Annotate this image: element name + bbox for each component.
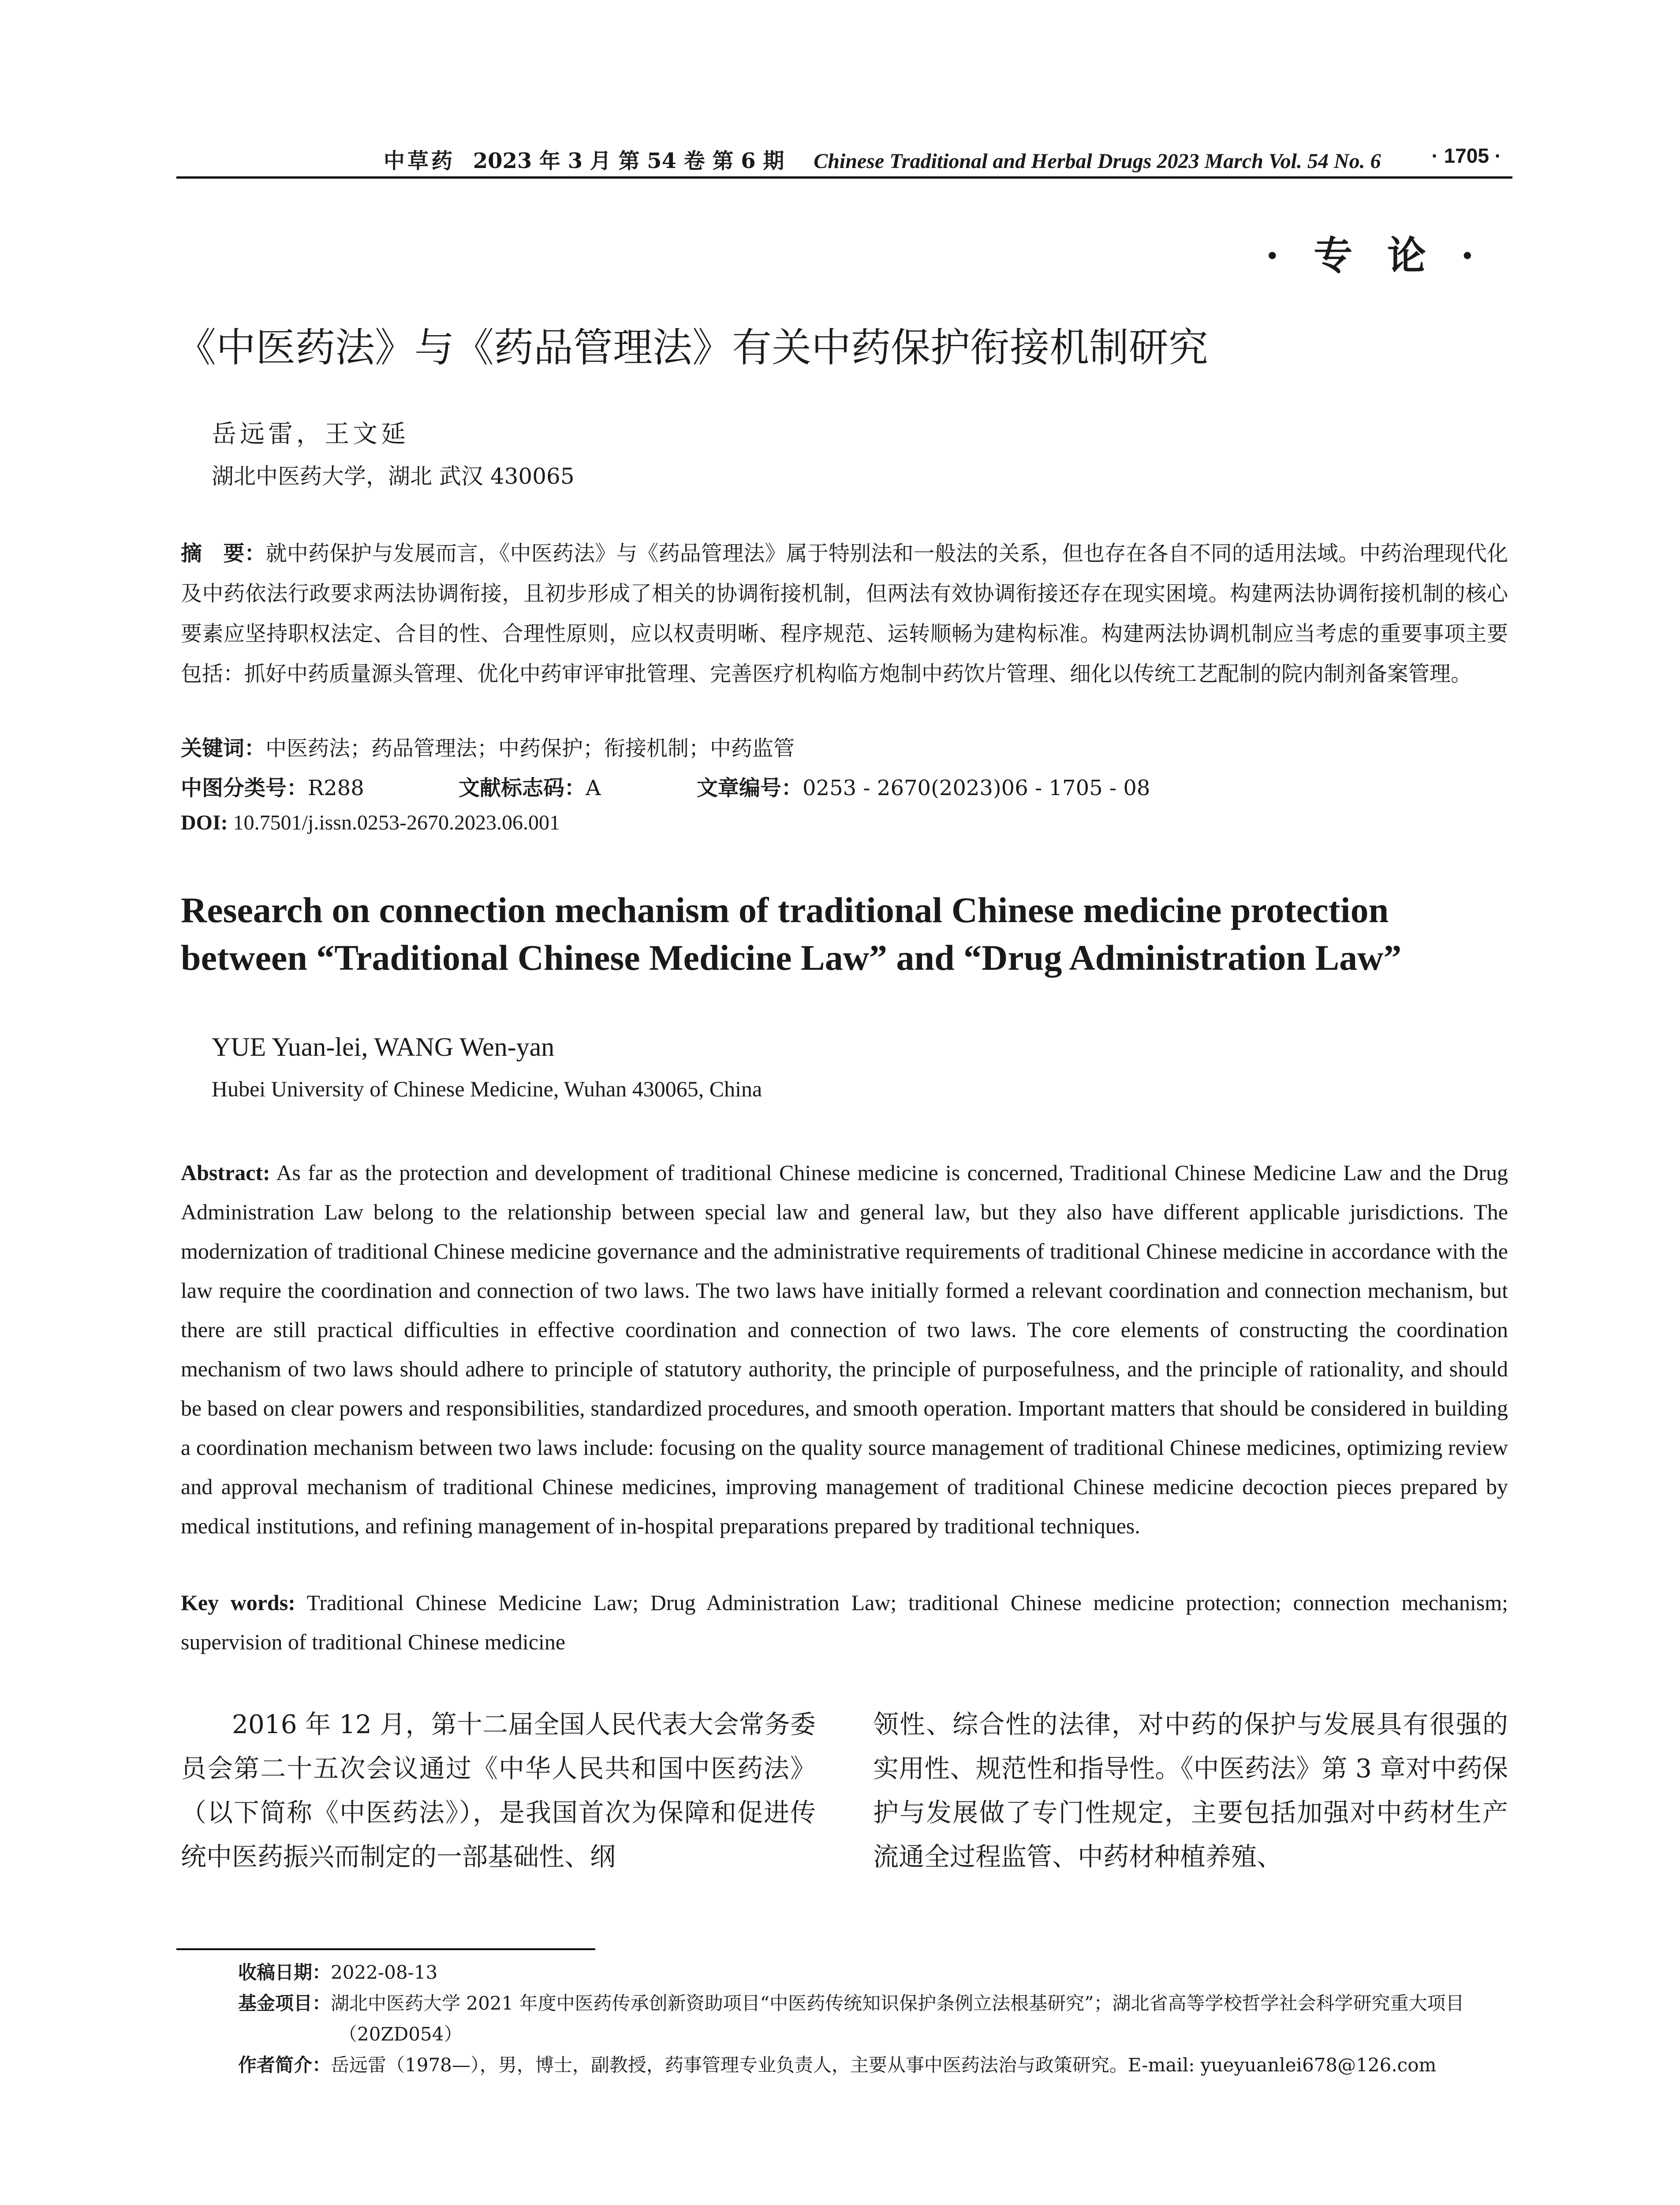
keywords-cn-label: 关键词：	[181, 736, 266, 761]
article-title-cn: 《中医药法》与《药品管理法》有关中药保护衔接机制研究	[176, 325, 1208, 371]
doi-link[interactable]: 10.7501/j.issn.0253-2670.2023.06.001	[233, 811, 560, 834]
abstract-cn-label: 摘 要：	[181, 541, 266, 566]
keywords-cn-text: 中医药法；药品管理法；中药保护；衔接机制；中药监管	[265, 736, 795, 761]
keywords-cn	[181, 731, 795, 762]
abstract-en	[181, 1153, 1508, 1546]
issue-info-cn: 2023 年 3 月 第 54 卷 第 6 期	[473, 149, 784, 173]
affiliation-en: Hubei University of Chinese Medicine, Wuhan 430065, China	[212, 1076, 762, 1101]
body-paragraph: 2016 年 12 月，第十二届全国人民代表大会常务委员会第二十五次会议通过《中华人民共和国中医药法》（以下简称《中医药法》），是我国首次为保障和促进传统中医药振兴而制定的一部基础性、纲	[181, 1709, 816, 1872]
journal-citation	[384, 144, 1381, 174]
article-title-en	[181, 886, 1508, 982]
authors-cn: 岳远雷，王文延	[212, 420, 409, 448]
body-column-right	[873, 1702, 1508, 1879]
article-number-field: 文章编号：0253 - 2670(2023)06 - 1705 - 08	[697, 776, 1150, 800]
footnote-funding: 基金项目：湖北中医药大学 2021 年度中医药传承创新资助项目“中医药传统知识保护条例立法根基研究”；湖北省高等学校哲学社会科学研究重大项目（20ZD054）	[238, 1992, 1464, 2045]
running-header	[176, 144, 1512, 176]
body-paragraph-continued: 领性、综合性的法律，对中药的保护与发展具有很强的实用性、规范性和指导性。《中医药法》第 3 章对中药保护与发展做了专门性规定，主要包括加强对中药材生产流通全过程监管、中药材种植养殖、	[873, 1709, 1508, 1872]
journal-name-cn: 中草药	[384, 149, 455, 173]
journal-citation-en: Chinese Traditional and Herbal Drugs 2023 March Vol. 54 No. 6	[814, 149, 1381, 173]
title-en-line-1: Research on connection mechanism of traditional Chinese medicine protection	[181, 890, 1389, 930]
clc-field: 中图分类号：R288	[181, 776, 364, 800]
keywords-en-label: Key words:	[181, 1590, 295, 1615]
page-number: · 1705 ·	[1431, 144, 1501, 167]
document-code-field: 文献标志码：A	[459, 776, 601, 800]
classification-line	[181, 771, 1512, 802]
abstract-cn	[181, 534, 1508, 694]
body-column-left	[181, 1702, 816, 1879]
column-tag: · 专 论 ·	[1266, 232, 1485, 278]
doi-label: DOI:	[181, 811, 228, 834]
authors-en: YUE Yuan-lei, WANG Wen-yan	[212, 1032, 555, 1061]
keywords-en-text: Traditional Chinese Medicine Law; Drug Administration Law; traditional Chinese medicine protection; connection mechanism; supervision of traditional Chinese medicine	[181, 1590, 1508, 1654]
abstract-en-text: As far as the protection and development of traditional Chinese medicine is concerned, Traditional Chinese Medicine Law and the Drug Administration Law belong to the relationship between special law and general law, but they also have different applicable jurisdictions. The modernization of traditional Chinese medicine governance and the administrative requirements of traditional Chinese medicine in accordance with the law require the coordination and connection of two laws. The two laws have initially formed a relevant coordination and connection mechanism, but there are still practical difficulties in effective coordination and connection of two laws. The core elements of constructing the coordination mechanism of two laws should adhere to principle of statutory authority, the principle of purposefulness, and the principle of rationality, and should be based on clear powers and responsibilities, standardized procedures, and smooth operation. Important matters that should be considered in building a coordination mechanism between two laws include: focusing on the quality source management of traditional Chinese medicines, optimizing review and approval mechanism of traditional Chinese medicines, improving management of traditional Chinese medicine decoction pieces prepared by medical institutions, and refining management of in-hospital preparations prepared by traditional techniques.	[181, 1160, 1508, 1538]
doi-line	[181, 811, 560, 835]
footnote-received-date: 收稿日期：2022-08-13	[238, 1962, 438, 1983]
abstract-en-label: Abstract:	[181, 1160, 270, 1185]
header-rule	[176, 176, 1512, 179]
footnote-author-bio: 作者简介：岳远雷（1978—），男，博士，副教授，药事管理专业负责人，主要从事中医药法治与政策研究。E-mail: yueyuanlei678@126.com	[238, 2054, 1437, 2076]
abstract-cn-text: 就中药保护与发展而言，《中医药法》与《药品管理法》属于特别法和一般法的关系，但也存在各自不同的适用法域。中药治理现代化及中药依法行政要求两法协调衔接，且初步形成了相关的协调衔接机制，但两法有效协调衔接还存在现实困境。构建两法协调衔接机制的核心要素应坚持职权法定、合目的性、合理性原则，应以权责明晰、程序规范、运转顺畅为建构标准。构建两法协调机制应当考虑的重要事项主要包括：抓好中药质量源头管理、优化中药审评审批管理、完善医疗机构临方炮制中药饮片管理、细化以传统工艺配制的院内制剂备案管理。	[181, 541, 1508, 686]
affiliation-cn: 湖北中医药大学，湖北 武汉 430065	[212, 463, 575, 489]
title-en-line-2: between “Traditional Chinese Medicine Law” and “Drug Administration Law”	[181, 938, 1402, 978]
keywords-en	[181, 1583, 1508, 1662]
footnote-rule	[176, 1948, 595, 1950]
